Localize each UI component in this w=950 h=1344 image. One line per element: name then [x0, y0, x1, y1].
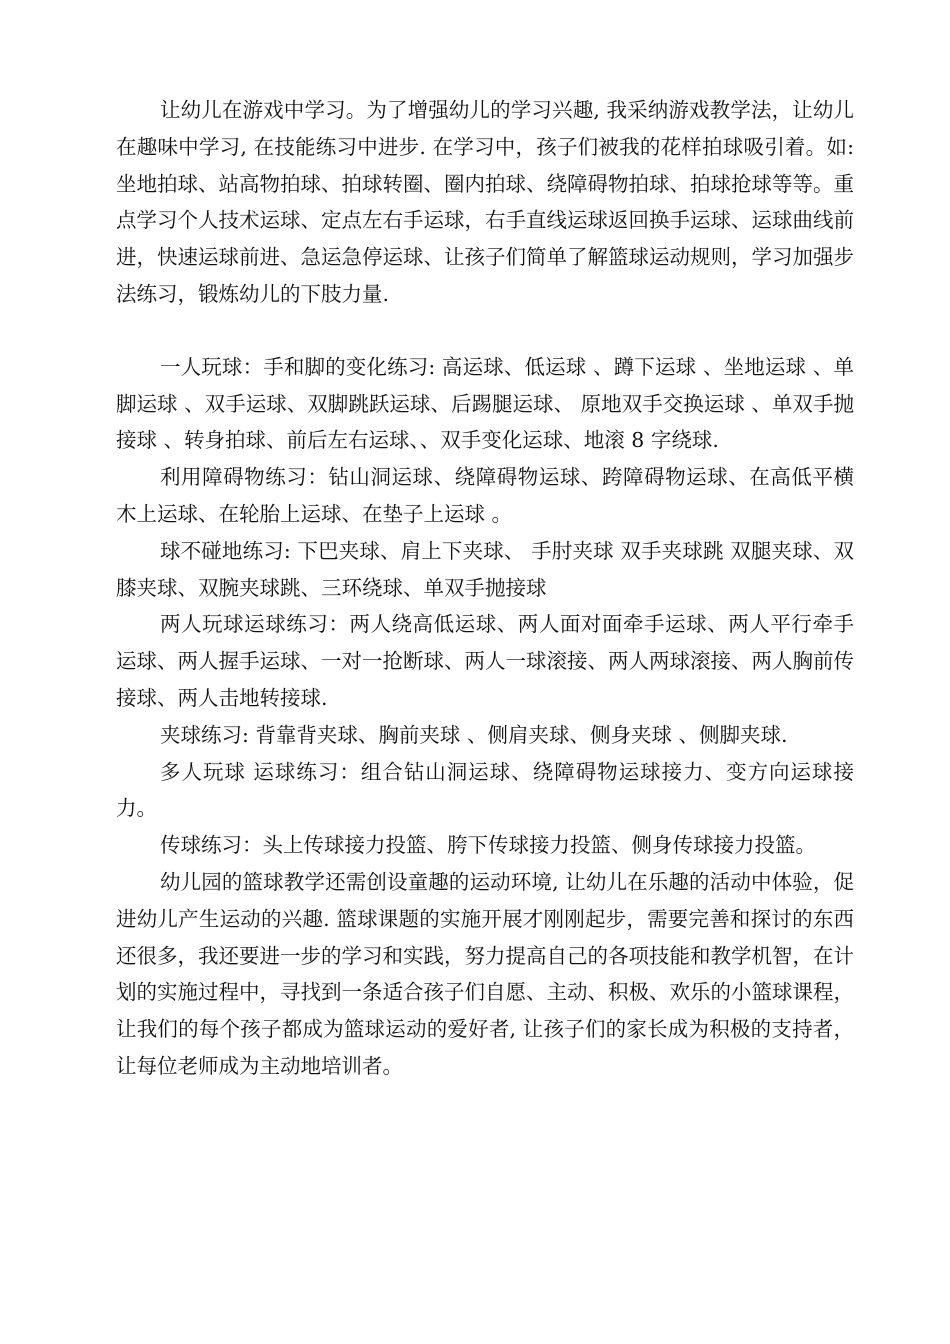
- paragraph-clamp-practice: 夹球练习: 背靠背夹球、胸前夹球 、侧肩夹球、侧身夹球 、侧脚夹球.: [160, 722, 788, 747]
- paragraph-pair-play: 两人玩球运球练习：两人绕高低运球、两人面对面牵手运球、两人平行牵手运球、两人握手运球、一对一抢断球、两人一球滚接、两人两球滚接、两人胸前传接球、两人击地转接球.: [116, 612, 854, 710]
- paragraph-obstacle-practice: 利用障碍物练习：钻山洞运球、绕障碍物运球、跨障碍物运球、在高低平横木上运球、在轮胎上运球、在垫子上运球 。: [116, 465, 854, 526]
- document-body: [116, 92, 854, 1085]
- paragraph-passing-practice: 传球练习：头上传球接力投篮、胯下传球接力投篮、侧身传球接力投篮。: [160, 833, 816, 858]
- paragraph-no-bounce-practice: 球不碰地练习: 下巴夹球、肩上下夹球、 手肘夹球 双手夹球跳 双腿夹球、双膝夹球、双腕夹球跳、三环绕球、单双手抛接球: [116, 538, 854, 600]
- paragraph-game-learning: 让幼儿在游戏中学习。为了增强幼儿的学习兴趣, 我采纳游戏教学法，让幼儿在趣味中学习, 在技能练习中进步. 在学习中，孩子们被我的花样拍球吸引着。如: 坐地拍球、站高物拍球、拍球转圈、圈内拍球、绕障碍物拍球、拍球抢球等等。重点学习个人技术运球、定点左右手运球，右手直线运球返回换手运球、运球曲线前进，快速运球前进、急运急停运球、让孩子们简单了解篮球运动规则，学习加强步法练习，锻炼幼儿的下肢力量.: [116, 98, 854, 306]
- paragraph-conclusion: 幼儿园的篮球教学还需创设童趣的运动环境, 让幼儿在乐趣的活动中体验，促进幼儿产生运动的兴趣. 篮球课题的实施开展才刚刚起步，需要完善和探讨的东西还很多，我还要进一步的学习和实践，努力提高自己的各项技能和教学机智，在计划的实施过程中，寻找到一条适合孩子们自愿、主动、积极、欢乐的小篮球课程，让我们的每个孩子都成为篮球运动的爱好者, 让孩子们的家长成为积极的支持者，让每位老师成为主动地培训者。: [116, 869, 854, 1078]
- paragraph-group-play: 多人玩球 运球练习：组合钻山洞运球、绕障碍物运球接力、变方向运球接力。: [116, 759, 854, 821]
- paragraph-spacer: [116, 313, 854, 349]
- paragraph-solo-play: 一人玩球：手和脚的变化练习: 高运球、低运球 、蹲下运球 、坐地运球 、单脚运球 、双手运球、双脚跳跃运球、后踢腿运球、 原地双手交换运球 、单双手抛接球 、转身拍球、前后左右运球、、双手变化运球、地滚 8 字绕球.: [116, 354, 854, 453]
